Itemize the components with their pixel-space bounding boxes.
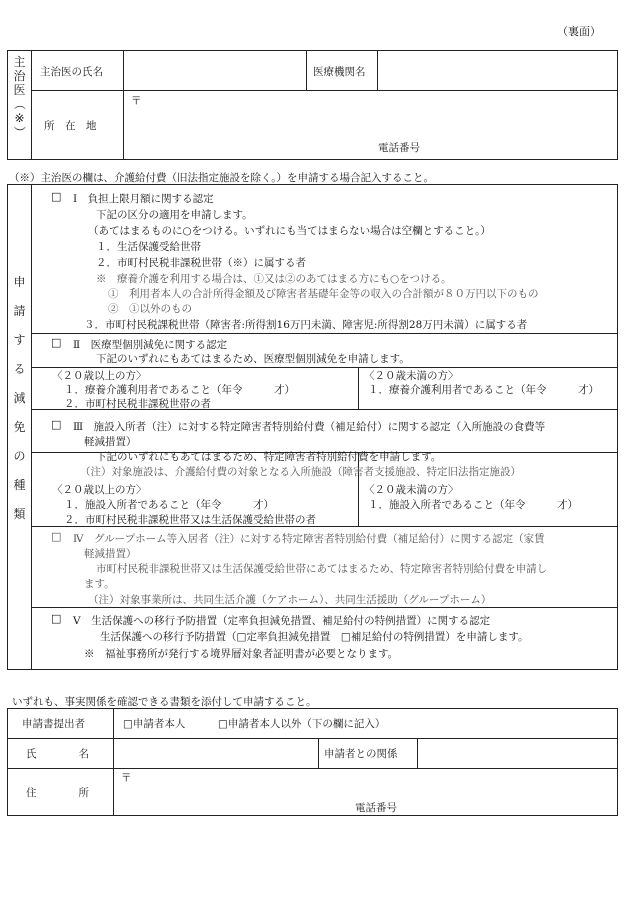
category-1-item3: ３．市町村民税課税世帯（障害者:所得割16万円未満、障害児:所得割28万円未満）に属する者 — [84, 319, 528, 331]
category-3-title: Ⅲ 施設入所者（注）に対する特定障害者特別給付費（補足給付）に関する認定（入所施設の食費等 — [73, 421, 546, 433]
category-4-title2: 軽減措置） — [84, 548, 137, 560]
category-2-checkbox[interactable]: □ — [51, 336, 62, 349]
category-4-note: （注）対象事業所は、共同生活介護（ケアホーム）、共同生活援助（グループホーム） — [88, 594, 492, 606]
category-2-left-head: 〈２０歳以上の方〉 — [52, 370, 147, 382]
category-1-checkbox[interactable]: □ — [51, 190, 62, 203]
category-5-note: ※ 福祉事務所が発行する境界層対象者証明書が必要となります。 — [84, 648, 399, 660]
category-2-right-head: 〈２０歳未満の方〉 — [364, 370, 459, 382]
submitter-option-other[interactable]: □申請者本人以外（下の欄に記入） — [218, 718, 386, 730]
category-3-right-item1: １．施設入所者であること（年令 才） — [368, 499, 578, 511]
category-4-line2: ます。 — [84, 578, 115, 590]
category-3-right-head: 〈２０歳未満の方〉 — [364, 484, 459, 496]
category-1-sub2: ② ①以外のもの — [108, 303, 192, 315]
category-5-title: Ⅴ 生活保護への移行予防措置（定率負担減免措置、補足給付の特例措置）に関する認定 — [73, 615, 491, 627]
submitter-label: 申請書提出者 — [22, 718, 85, 730]
category-4-checkbox[interactable]: □ — [51, 530, 62, 543]
submitter-phone-label: 電話番号 — [355, 802, 397, 814]
reduction-heading: 申 請 す る 減 免 の 種 類 — [13, 275, 26, 521]
category-1-line2: （あてはまるものに○をつける。いずれにも当てはまらない場合は空欄とすること。） — [88, 225, 491, 237]
relation-field[interactable] — [419, 740, 616, 767]
category-3-left-item1: １．施設入所者であること（年令 才） — [64, 499, 274, 511]
category-2-title: Ⅱ 医療型個別減免に関する認定 — [73, 339, 228, 351]
category-5-line1: 生活保護への移行予防措置（□定率負担減免措置 □補足給付の特例措置）を申請します。 — [100, 631, 529, 643]
doctor-address-field[interactable] — [125, 92, 616, 158]
category-3-left-head: 〈２０歳以上の方〉 — [52, 484, 147, 496]
category-3-note: （注）対象施設は、介護給付費の対象となる入所施設（障害者支援施設、特定旧法指定施設） — [80, 466, 521, 478]
attach-note: いずれも、事実関係を確認できる書類を添付して申請すること。 — [12, 696, 317, 708]
doctor-note: （※）主治医の欄は、介護給付費（旧法指定施設を除く。）を申請する場合記入すること。 — [9, 172, 435, 184]
doctor-name-label: 主治医の氏名 — [40, 66, 103, 78]
category-2-left-item1: １．療養介護利用者であること（年令 才） — [64, 384, 295, 396]
doctor-address-label: 所 在 地 — [44, 120, 97, 132]
category-3-line1: 下記のいずれにもあてはまるため、特定障害者特別給付費を申請します。 — [96, 451, 442, 463]
submitter-postal-mark: 〒 — [121, 772, 132, 784]
category-3-title2: 軽減措置） — [84, 436, 137, 448]
doctor-phone-label: 電話番号 — [378, 142, 420, 154]
relation-label: 申請者との関係 — [324, 748, 398, 760]
submitter-name-label: 氏 名 — [26, 748, 89, 760]
category-1-item1: １．生活保護受給世帯 — [96, 241, 201, 253]
submitter-name-field[interactable] — [115, 740, 317, 767]
submitter-address-label: 住 所 — [26, 787, 89, 799]
category-1-line1: 下記の区分の適用を申請します。 — [96, 209, 253, 221]
doctor-name-field[interactable] — [125, 52, 305, 89]
category-1-note: ※ 療養介護を利用する場合は、①又は②のあてはまる方にも○をつける。 — [96, 273, 452, 285]
category-1-sub1: ① 利用者本人の合計所得金額及び障害者基礎年金等の収入の合計額が８０万円以下のもの — [108, 288, 539, 300]
submitter-option-self[interactable]: □申請者本人 — [123, 718, 186, 730]
category-1-item2: ２．市町村民税非課税世帯（※）に属する者 — [96, 257, 306, 269]
doctor-postal-mark: 〒 — [131, 95, 142, 107]
institution-field[interactable] — [379, 52, 616, 89]
institution-label: 医療機関名 — [313, 66, 366, 78]
category-2-left-item2: ２．市町村民税非課税世帯の者 — [64, 398, 211, 410]
category-2-right-item1: １．療養介護利用者であること（年令 才） — [368, 384, 599, 396]
category-5-checkbox[interactable]: □ — [51, 612, 62, 625]
page-side-label: （裏面） — [557, 25, 601, 38]
category-3-left-item2: ２．市町村民税非課税世帯又は生活保護受給世帯の者 — [64, 514, 316, 526]
category-4-title: Ⅳ グループホーム等入居者（注）に対する特定障害者特別給付費（補足給付）に関する認定（家賃 — [73, 533, 545, 545]
category-2-line1: 下記のいずれにもあてはまるため、医療型個別減免を申請します。 — [96, 353, 410, 365]
category-4-line1: 市町村民税非課税世帯又は生活保護受給世帯にあてはまるため、特定障害者特別給付費を申請し — [96, 563, 548, 575]
category-3-checkbox[interactable]: □ — [51, 418, 62, 431]
category-1-title: Ⅰ 負担上限月額に関する認定 — [73, 193, 214, 205]
doctor-heading: 主 治 医 （ ※ ） — [12, 55, 27, 138]
